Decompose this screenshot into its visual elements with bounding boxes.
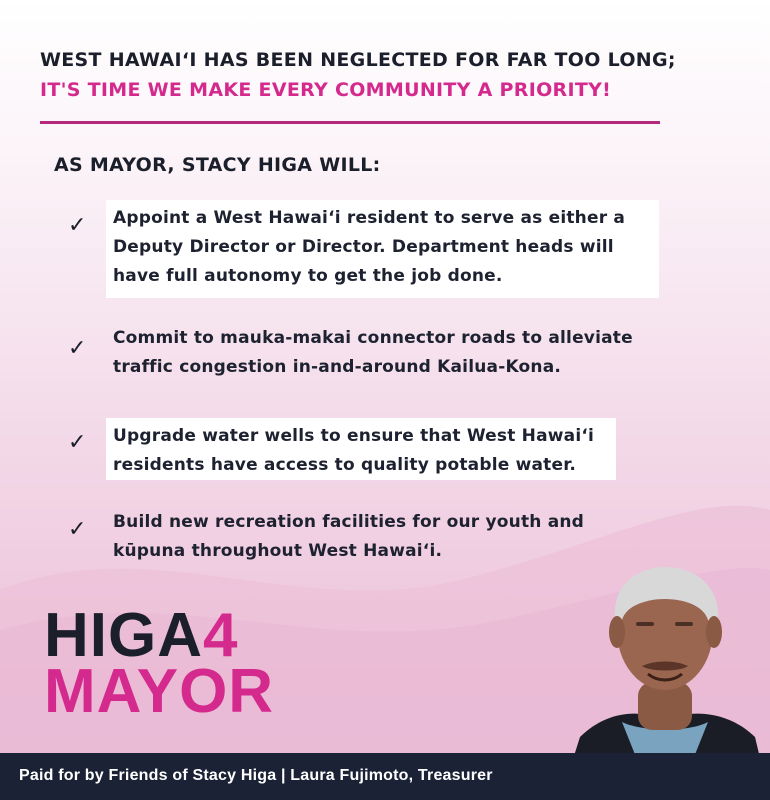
subhead: AS MAYOR, STACY HIGA WILL: [54, 154, 381, 176]
pledge-line: have full autonomy to get the job done. [113, 266, 503, 286]
checkmark-icon: ✓ [68, 430, 87, 455]
headline [40, 45, 740, 105]
pledge-line: residents have access to quality potable water. [113, 455, 577, 475]
logo-word-higa: HIGA [44, 601, 203, 670]
pledge-line: Commit to mauka-makai connector roads to alleviate [113, 328, 633, 348]
headline-line-1: WEST HAWAI‘I HAS BEEN NEGLECTED FOR FAR TOO LONG; [40, 49, 676, 71]
checkmark-icon: ✓ [68, 213, 87, 238]
disclaimer-text: Paid for by Friends of Stacy Higa | Laura Fujimoto, Treasurer [19, 767, 493, 784]
pledge-line: Build new recreation facilities for our youth and [113, 512, 585, 532]
pledge-item-2 [113, 324, 733, 382]
pledge-line: kūpuna throughout West Hawai‘i. [113, 541, 443, 561]
headline-line-2: IT'S TIME WE MAKE EVERY COMMUNITY A PRIORITY! [40, 79, 612, 101]
campaign-logo [44, 601, 275, 726]
pledge-line: traffic congestion in-and-around Kailua-Kona. [113, 357, 562, 377]
checkmark-icon: ✓ [68, 336, 87, 361]
pledge-line: Appoint a West Hawai‘i resident to serve as either a [113, 208, 626, 228]
logo-number: 4 [203, 601, 239, 670]
pledge-line: Upgrade water wells to ensure that West Hawai‘i [113, 426, 595, 446]
divider [40, 121, 660, 124]
pledge-item-1 [106, 200, 659, 298]
footer-bar [0, 753, 770, 800]
checkmark-icon: ✓ [68, 517, 87, 542]
pledge-item-3 [106, 418, 616, 480]
logo-word-mayor: MAYOR [44, 657, 275, 726]
pledge-line: Deputy Director or Director. Department heads will [113, 237, 614, 257]
